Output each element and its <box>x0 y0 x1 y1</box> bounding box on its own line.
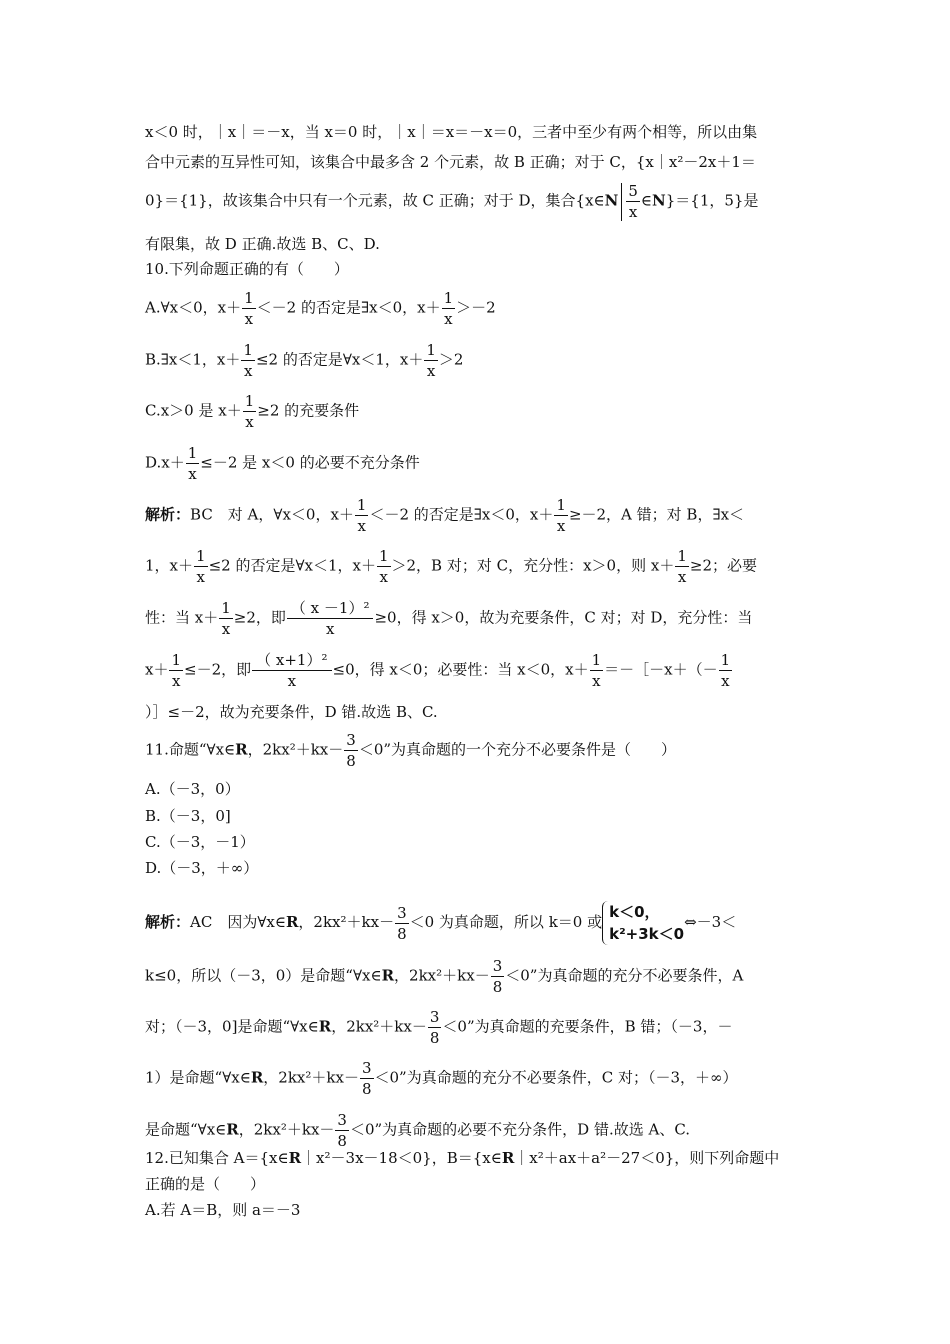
q12-stem-line-2: 正确的是（ ） <box>145 1175 266 1193</box>
fraction-5-over-x: $\frac{5}{x}$ <box>628 182 638 221</box>
q11-option-b: B.（－3，0] <box>145 807 231 825</box>
inequality-system: k＜0， k²+3k＜0 <box>602 901 684 945</box>
fraction: $\frac{1}{x}$ <box>243 341 253 380</box>
q12-stem-line-1: 12.已知集合 A＝{x∈R｜x²－3x－18＜0}，B＝{x∈R｜x²＋ax＋a²－27＜0}，则下列命题中 <box>145 1149 780 1167</box>
q11-stem: 11.命题“∀x∈R，2kx²＋kx－ $\frac{3}{8}$ ＜0”为真命题的一个充分不必要条件是（ ） <box>145 731 677 770</box>
sol9-line-2: 合中元素的互异性可知，该集合中最多含 2 个元素，故 B 正确；对于 C，{x｜x²－2x＋1＝ <box>145 153 756 171</box>
q10-option-b: B.∃x＜1，x＋ $\frac{1}{x}$ ≤2 的否定是∀x＜1，x＋ $\frac{1}{x}$ ＞2 <box>145 341 464 380</box>
sol10-line-5: ）］≤－2，故为充要条件，D 错.故选 B、C. <box>145 703 438 721</box>
fraction: $\frac{1}{x}$ <box>378 547 389 586</box>
fraction: $\frac{1}{x}$ <box>187 444 198 483</box>
fraction: $\frac{1}{x}$ <box>356 496 367 535</box>
fraction-3-over-8: $\frac{3}{8}$ <box>429 1008 440 1047</box>
q10-option-c: C.x＞0 是 x＋ $\frac{1}{x}$ ≥2 的充要条件 <box>145 392 360 431</box>
fraction: $\frac{1}{x}$ <box>244 392 255 431</box>
sol11-line-1: 解析：AC 因为∀x∈R，2kx²＋kx－ $\frac{3}{8}$ ＜0 为真命题，所以 k＝0 或 k＜0， k²+3k＜0 ⇔－3＜ <box>145 903 737 943</box>
fraction: $\frac{1}{x}$ <box>221 599 231 638</box>
fraction: $\frac{1}{x}$ <box>443 289 454 328</box>
fraction-3-over-8: $\frac{3}{8}$ <box>397 903 407 943</box>
sol10-line-3: 性：当 x＋ $\frac{1}{x}$ ≥2，即 $\frac{\text{（ x －1）²}}{x}$ ≥0，得 x＞0，故为充要条件，C 对；对 D，充分性：当 <box>145 599 753 638</box>
sol11-line-4: 1）是命题“∀x∈R，2kx²＋kx－ $\frac{3}{8}$ ＜0”为真命题的充分不必要条件，C 对；（－3，＋∞） <box>145 1059 738 1098</box>
q11-option-a: A.（－3，0） <box>145 780 240 798</box>
sol10-line-4: x＋ $\frac{1}{x}$ ≤－2，即 $\frac{\text{（ x+1）²}}{x}$ ≤0，得 x＜0；必要性：当 x＜0，x＋ $\frac{1}{x}$ ＝－［－x＋（－ $\frac{1}{x}$ <box>145 651 731 690</box>
sol9-line-4: 有限集，故 D 正确.故选 B、C、D. <box>145 235 380 253</box>
q11-option-d: D.（－3，＋∞） <box>145 859 259 877</box>
fraction-3-over-8: $\frac{3}{8}$ <box>492 957 503 996</box>
fraction: $\frac{1}{x}$ <box>196 547 206 586</box>
fraction: $\frac{1}{x}$ <box>244 289 254 328</box>
fraction-3-over-8: $\frac{3}{8}$ <box>346 731 356 770</box>
sol10-line-2: 1，x＋ $\frac{1}{x}$ ≤2 的否定是∀x＜1，x＋ $\frac{1}{x}$ ＞2，B 对；对 C，充分性：x＞0，则 x＋ $\frac{1}{x}$ ≥2；必要 <box>145 547 757 586</box>
fraction-squared: $\frac{\text{（ x －1）²}}{x}$ <box>287 598 374 639</box>
sol10-line-1: 解析：BC 对 A，∀x＜0，x＋ $\frac{1}{x}$ ＜－2 的否定是∃x＜0，x＋ $\frac{1}{x}$ ≥－2，A 错；对 B，∃x＜ <box>145 496 745 535</box>
fraction: $\frac{1}{x}$ <box>171 651 182 690</box>
fraction-3-over-8: $\frac{3}{8}$ <box>337 1111 347 1150</box>
sol9-line-3: 0}＝{1}，故该集合中只有一个元素，故 C 正确；对于 D，集合{x∈N $\frac{5}{x}$ ∈N}＝{1，5}是 <box>145 182 759 221</box>
sol11-line-3: 对；（－3，0]是命题“∀x∈R，2kx²＋kx－ $\frac{3}{8}$ ＜0”为真命题的充要条件，B 错；（－3，－ <box>145 1008 733 1047</box>
q10-stem: 10.下列命题正确的有（ ） <box>145 260 349 278</box>
fraction: $\frac{1}{x}$ <box>426 341 436 380</box>
fraction: $\frac{1}{x}$ <box>556 496 566 535</box>
fraction: $\frac{1}{x}$ <box>720 651 731 690</box>
q11-option-c: C.（－3，－1） <box>145 833 255 851</box>
sol11-line-2: k≤0，所以（－3，0）是命题“∀x∈R，2kx²＋kx－ $\frac{3}{8}$ ＜0”为真命题的充分不必要条件，A <box>145 957 744 996</box>
fraction-squared: $\frac{\text{（ x+1）²}}{x}$ <box>252 650 331 691</box>
q10-option-d: D.x＋ $\frac{1}{x}$ ≤－2 是 x＜0 的必要不充分条件 <box>145 444 420 483</box>
q12-option-a: A.若 A＝B，则 a＝－3 <box>145 1201 301 1219</box>
q10-option-a: A.∀x＜0，x＋ $\frac{1}{x}$ ＜－2 的否定是∃x＜0，x＋ $\frac{1}{x}$ ＞－2 <box>145 289 496 328</box>
sol9-line-1: x＜0 时，｜x｜＝－x，当 x＝0 时，｜x｜＝x＝－x＝0，三者中至少有两个相等，所以由集 <box>145 123 758 141</box>
set-bar <box>621 183 622 221</box>
fraction: $\frac{1}{x}$ <box>677 547 687 586</box>
fraction: $\frac{1}{x}$ <box>591 651 602 690</box>
fraction-3-over-8: $\frac{3}{8}$ <box>361 1059 372 1098</box>
sol11-line-5: 是命题“∀x∈R，2kx²＋kx－ $\frac{3}{8}$ ＜0”为真命题的必要不充分条件，D 错.故选 A、C. <box>145 1111 691 1150</box>
